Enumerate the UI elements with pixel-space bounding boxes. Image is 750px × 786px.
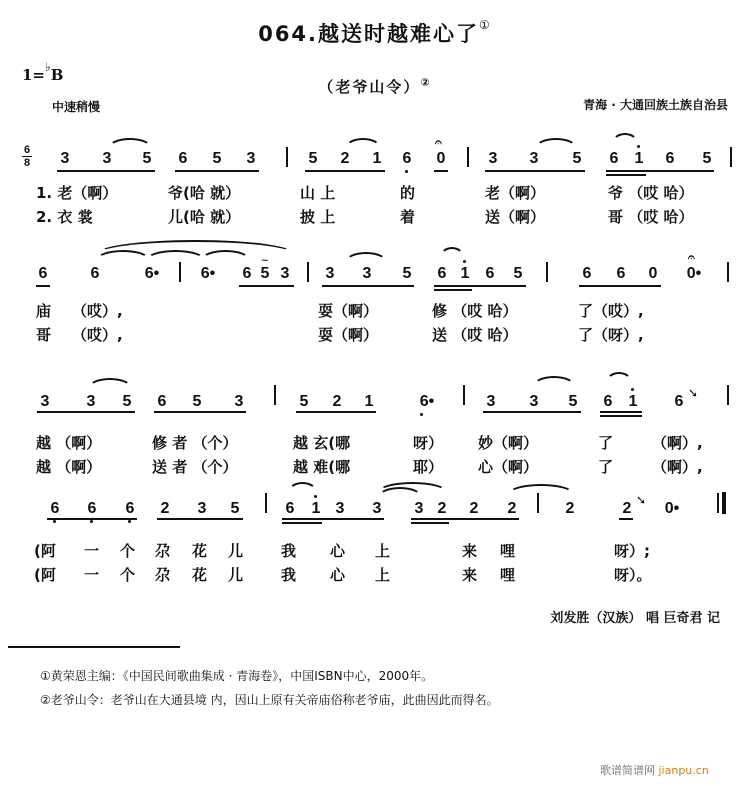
lyric: 哩 <box>500 542 516 560</box>
note: 3 <box>246 150 256 167</box>
beam <box>282 518 384 520</box>
note: 3 <box>529 393 539 410</box>
note: 0• <box>686 265 702 282</box>
note: 3 <box>234 393 244 410</box>
note: 5 <box>513 265 523 282</box>
note: 0• <box>664 500 680 517</box>
note: 6 <box>665 150 675 167</box>
beam <box>600 415 642 417</box>
lyric: 1. 老（啊） <box>36 184 118 202</box>
lyric: 爷 （哎 哈） <box>608 184 694 202</box>
time-signature <box>22 145 32 168</box>
beam <box>619 518 633 520</box>
origin-region: 青海 · 大通回族土族自治县 <box>583 98 728 112</box>
slur <box>88 378 132 388</box>
barline <box>286 147 288 167</box>
watermark <box>600 762 709 778</box>
mordent-icon: ~ <box>261 256 269 266</box>
note: 5 <box>572 150 582 167</box>
performer-credit: 刘发胜（汉族） 唱 巨奇君 记 <box>550 611 720 626</box>
note: 1 <box>458 265 472 283</box>
beam <box>411 518 519 520</box>
lyric: 耍（啊） <box>318 302 379 320</box>
tempo-marking: 中速稍慢 <box>52 100 101 114</box>
slur <box>345 138 381 148</box>
note: 6 <box>603 393 613 410</box>
beam <box>296 411 376 413</box>
key-label: 1= <box>22 66 46 84</box>
note: 6• <box>144 265 160 282</box>
footnote-2: ②老爷山令：老爷山在大通县境 内，因山上原有关帝庙俗称老爷庙，此曲因此而得名。 <box>40 693 499 707</box>
final-barline <box>722 492 726 514</box>
note: 0 <box>436 150 446 167</box>
note: 3 <box>362 265 372 282</box>
note: 3 <box>414 500 424 517</box>
note: 1 <box>364 393 374 410</box>
note: 6 <box>285 500 295 517</box>
lyric: 一 <box>84 542 100 560</box>
beam <box>411 522 449 524</box>
barline <box>265 493 267 513</box>
note: 6 <box>242 265 252 282</box>
time-sig-top: 6 <box>23 144 31 156</box>
barline <box>727 262 729 282</box>
note: 6 <box>616 265 626 282</box>
lyric: 尕 <box>155 566 171 584</box>
note: 3 <box>335 500 345 517</box>
fermata-icon: 𝄐 <box>688 250 695 264</box>
beam <box>606 174 646 176</box>
note: 3 <box>372 500 382 517</box>
song-title <box>0 18 750 48</box>
beam <box>154 411 246 413</box>
note: 3 <box>102 150 112 167</box>
lyric: 越 （啊） <box>36 458 102 476</box>
note: 5 <box>122 393 132 410</box>
lyric: 心（啊） <box>478 458 539 476</box>
lyric: 我 <box>281 566 297 584</box>
beam <box>434 285 526 287</box>
note: 6 <box>85 500 99 518</box>
barline <box>274 385 276 405</box>
slur <box>533 376 575 386</box>
lyric: 了 <box>598 434 614 452</box>
lyric: 心 <box>330 542 346 560</box>
lyric: 心 <box>330 566 346 584</box>
barline <box>730 147 732 167</box>
lyric: 庙 <box>36 302 52 320</box>
lyric: 修 者 （个） <box>152 434 238 452</box>
lyric: （啊）, <box>652 458 703 476</box>
note: 5 <box>299 393 309 410</box>
note: 3 <box>529 150 539 167</box>
slur <box>108 138 152 148</box>
barline <box>537 493 539 513</box>
footnote-1: ①黄荣恩主编：《中国民间歌曲集成 · 青海卷》，中国ISBN中心，2000年。 <box>40 669 434 683</box>
note: 3 <box>40 393 50 410</box>
footnote-marker-1: ① <box>479 18 492 32</box>
note: 2 <box>469 500 479 517</box>
slur <box>508 484 574 494</box>
lyric: 耶） <box>413 458 444 476</box>
watermark-en: jianpu.cn <box>658 764 709 777</box>
lyric: 哥 （哎 哈） <box>608 208 694 226</box>
slur <box>535 138 577 148</box>
slur <box>345 252 387 262</box>
footnote-marker-2: ② <box>420 76 432 89</box>
lyric: 个 <box>120 566 136 584</box>
lyric: 越 （啊） <box>36 434 102 452</box>
lyric: (阿 <box>34 566 56 584</box>
note: 2 <box>332 393 342 410</box>
beam <box>157 518 243 520</box>
note: 5 <box>212 150 222 167</box>
lyric: 儿 <box>228 542 244 560</box>
barline <box>307 262 309 282</box>
note: 2 <box>565 500 575 517</box>
lyric: 我 <box>281 542 297 560</box>
note: 6 <box>157 393 167 410</box>
lyric: 哥 <box>36 326 52 344</box>
lyric: 了（哎）, <box>578 302 644 320</box>
note: 6 <box>485 265 495 282</box>
note: 6• <box>200 265 216 282</box>
note: 6 <box>609 150 619 167</box>
lyric: （啊）, <box>652 434 703 452</box>
beam <box>579 285 661 287</box>
beam <box>434 170 448 172</box>
note: 1 <box>309 500 323 518</box>
lyric: （哎）, <box>72 326 123 344</box>
note: 0 <box>648 265 658 282</box>
beam <box>606 170 714 172</box>
lyric: 着 <box>400 208 416 226</box>
lyric: 呀）。 <box>614 566 652 584</box>
note: 2 <box>437 500 447 517</box>
beam <box>305 170 385 172</box>
note: 5 <box>568 393 578 410</box>
song-title-text: 越送时越难心了 <box>318 22 480 46</box>
barline <box>467 147 469 167</box>
slur <box>606 372 632 382</box>
lyric: 儿(哈 就） <box>168 208 241 226</box>
note: 5 <box>402 265 412 282</box>
note: 6 <box>400 150 414 168</box>
lyric: 修 （哎 哈） <box>432 302 518 320</box>
lyric: (阿 <box>34 542 56 560</box>
note: 2 <box>507 500 517 517</box>
lyric: 了 <box>598 458 614 476</box>
note: 5 <box>192 393 202 410</box>
lyric: 耍（啊） <box>318 326 379 344</box>
watermark-cn: 歌谱简谱网 <box>600 764 655 777</box>
beam <box>47 518 137 520</box>
lyric: 越 玄(哪 <box>293 434 351 452</box>
lyric: 个 <box>120 542 136 560</box>
note: 1 <box>372 150 382 167</box>
lyric: 2. 衣 裳 <box>36 208 93 226</box>
note: 6 <box>437 265 447 282</box>
note: 1 <box>626 393 640 411</box>
lyric: 送（啊） <box>485 208 546 226</box>
song-number: 064. <box>258 22 319 46</box>
note: 3 <box>488 150 498 167</box>
note: 6 <box>38 265 48 282</box>
lyric: 的 <box>400 184 416 202</box>
barline <box>463 385 465 405</box>
note: 5 <box>260 265 270 282</box>
barline <box>179 262 181 282</box>
note: 6 <box>674 393 684 410</box>
note: 6 <box>90 265 100 282</box>
note: 2 <box>622 500 632 517</box>
beam <box>485 170 585 172</box>
lyric: 送 者 （个） <box>152 458 238 476</box>
lyric: 爷(哈 就） <box>168 184 241 202</box>
note: 5 <box>702 150 712 167</box>
slur <box>612 133 638 143</box>
note: 6 <box>48 500 62 518</box>
lyric: 花 <box>192 566 208 584</box>
note: 5 <box>230 500 240 517</box>
note: 5 <box>308 150 318 167</box>
lyric: 老（啊） <box>485 184 546 202</box>
beam <box>600 411 642 413</box>
lyric: 呀）; <box>614 542 650 560</box>
footnote-divider <box>8 646 180 648</box>
note: 5 <box>142 150 152 167</box>
glide-arrow-icon: ➘ <box>636 493 647 507</box>
lyric: 尕 <box>155 542 171 560</box>
beam <box>36 285 50 287</box>
note: 3 <box>197 500 207 517</box>
fermata-icon: 𝄐 <box>435 135 442 149</box>
lyric: 越 难(哪 <box>293 458 351 476</box>
subtitle-text: （老爷山令） <box>318 78 421 96</box>
beam <box>434 289 472 291</box>
note: 3 <box>280 265 290 282</box>
beam <box>57 170 155 172</box>
lyric: 一 <box>84 566 100 584</box>
lyric: 哩 <box>500 566 516 584</box>
lyric: 儿 <box>228 566 244 584</box>
note: 6 <box>178 150 188 167</box>
note: 6 <box>582 265 592 282</box>
lyric: 妙（啊） <box>478 434 539 452</box>
note: 6• <box>415 393 439 411</box>
time-sig-bottom: 8 <box>23 157 31 169</box>
lyric: 来 <box>462 566 478 584</box>
barline <box>546 262 548 282</box>
flat-icon: ♭ <box>45 60 51 74</box>
lyric: 山 上 <box>300 184 336 202</box>
note: 3 <box>486 393 496 410</box>
lyric: 花 <box>192 542 208 560</box>
lyric: （哎）, <box>72 302 123 320</box>
lyric: 上 <box>375 566 391 584</box>
beam <box>282 522 322 524</box>
lyric: 上 <box>375 542 391 560</box>
beam <box>175 170 259 172</box>
note: 3 <box>60 150 70 167</box>
note: 2 <box>340 150 350 167</box>
subtitle <box>0 76 750 97</box>
barline <box>717 493 719 513</box>
barline <box>727 385 729 405</box>
lyric: 披 上 <box>300 208 336 226</box>
beam <box>239 285 294 287</box>
lyric: 呀） <box>413 434 444 452</box>
note: 3 <box>86 393 96 410</box>
lyric: 了（呀）, <box>578 326 644 344</box>
slur <box>440 247 464 257</box>
note: 2 <box>160 500 170 517</box>
beam <box>37 411 135 413</box>
beam <box>322 285 414 287</box>
note: 3 <box>325 265 335 282</box>
beam <box>483 411 581 413</box>
slur <box>288 482 317 492</box>
lyric: 送 （哎 哈） <box>432 326 518 344</box>
note: 6 <box>123 500 137 518</box>
note: 1 <box>632 150 646 168</box>
key-note: B <box>50 66 64 84</box>
lyric: 来 <box>462 542 478 560</box>
glide-arrow-icon: ➘ <box>688 386 699 400</box>
